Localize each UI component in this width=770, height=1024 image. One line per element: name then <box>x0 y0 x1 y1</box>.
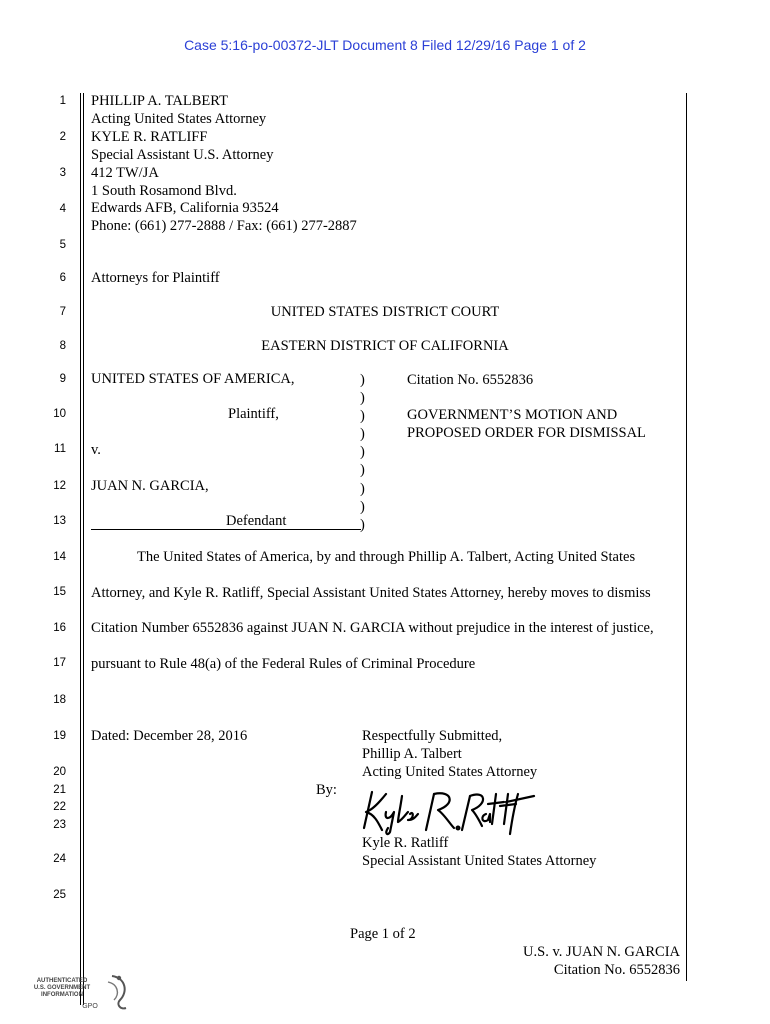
by-label: By: <box>316 782 337 798</box>
line-number: 1 <box>59 95 66 107</box>
caption-versus: v. <box>91 442 101 458</box>
line-number: 20 <box>53 766 66 778</box>
caption-plaintiff-role: Plaintiff, <box>228 406 279 422</box>
left-margin-rule-1 <box>80 93 81 1005</box>
respectfully-submitted: Respectfully Submitted, <box>362 728 503 744</box>
paren: ) <box>360 480 365 497</box>
attorney-line: 1 South Rosamond Blvd. <box>91 182 237 199</box>
paren: ) <box>360 498 365 515</box>
gpo-line: INFORMATION <box>41 992 83 998</box>
gpo-line: AUTHENTICATED <box>36 978 88 984</box>
paren: ) <box>360 462 365 479</box>
line-number: 18 <box>53 694 66 706</box>
footer-citation: Citation No. 6552836 <box>553 961 680 978</box>
motion-title-line: GOVERNMENT’S MOTION AND <box>407 407 618 423</box>
line-number: 14 <box>53 551 66 563</box>
citation-number: Citation No. 6552836 <box>407 372 534 388</box>
attorney-line: KYLE R. RATLIFF <box>91 128 208 145</box>
line-number: 9 <box>59 373 66 385</box>
handwritten-signature <box>358 784 538 836</box>
motion-title <box>407 406 646 442</box>
caption-underline <box>91 529 361 530</box>
line-number: 10 <box>53 408 66 420</box>
body-line: The United States of America, by and through Phillip A. Talbert, Acting United States <box>137 549 636 565</box>
paren: ) <box>360 426 365 443</box>
line-number: 4 <box>59 203 66 215</box>
dated: Dated: December 28, 2016 <box>91 728 248 744</box>
footer-case-name: U.S. v. JUAN N. GARCIA <box>523 944 680 960</box>
attorneys-for: Attorneys for Plaintiff <box>91 270 220 286</box>
caption-defendant-role: Defendant <box>226 513 287 529</box>
attorney-line: Edwards AFB, California 93524 <box>91 200 279 217</box>
page-number: Page 1 of 2 <box>350 926 416 942</box>
paren: ) <box>360 516 365 533</box>
line-number: 24 <box>53 853 66 865</box>
line-number: 12 <box>53 480 66 492</box>
caption-parens <box>360 371 365 534</box>
line-number: 23 <box>53 819 66 831</box>
line-number: 21 <box>53 784 66 796</box>
attorney-block <box>91 93 357 236</box>
attorney-line: Phone: (661) 277-2888 / Fax: (661) 277-2887 <box>91 218 357 235</box>
line-number: 6 <box>59 272 66 284</box>
line-number: 2 <box>59 131 66 143</box>
motion-title-line: PROPOSED ORDER FOR DISMISSAL <box>407 425 646 441</box>
line-number: 13 <box>53 515 66 527</box>
attorney-line: Acting United States Attorney <box>91 110 267 127</box>
submitter-title: Acting United States Attorney <box>362 763 538 780</box>
attorney-line: 412 TW/JA <box>91 164 159 181</box>
line-number: 16 <box>53 622 66 634</box>
attorney-line: Special Assistant U.S. Attorney <box>91 146 274 163</box>
line-number: 11 <box>54 443 66 455</box>
signer-title: Special Assistant United States Attorney <box>362 852 597 869</box>
paren: ) <box>360 444 365 461</box>
line-number: 15 <box>53 586 66 598</box>
submitter-name: Phillip A. Talbert <box>362 745 462 762</box>
paren: ) <box>360 390 365 407</box>
submitted-block <box>362 728 537 782</box>
signer-name: Kyle R. Ratliff <box>362 835 449 851</box>
court-name: UNITED STATES DISTRICT COURT <box>270 304 500 320</box>
court-district: EASTERN DISTRICT OF CALIFORNIA <box>261 338 509 354</box>
right-margin-rule <box>686 93 687 981</box>
line-number: 3 <box>59 167 66 179</box>
paren: ) <box>360 372 365 388</box>
body-line: Citation Number 6552836 against JUAN N. GARCIA without prejudice in the interest of justice, <box>91 620 654 636</box>
case-header: Case 5:16-po-00372-JLT Document 8 Filed 12/29/16 Page 1 of 2 <box>184 37 586 53</box>
gpo-line: U.S. GOVERNMENT <box>33 985 91 991</box>
line-number: 5 <box>59 239 66 251</box>
attorney-line: PHILLIP A. TALBERT <box>91 93 228 109</box>
line-number: 25 <box>53 889 66 901</box>
footer-case <box>460 944 680 979</box>
gpo-line: GPO <box>82 1003 98 1010</box>
gpo-authenticated-logo <box>28 972 133 1016</box>
left-margin-rule-2 <box>83 93 84 1005</box>
signer-block <box>362 835 596 871</box>
line-number: 22 <box>53 801 66 813</box>
line-number: 19 <box>53 730 66 742</box>
caption-defendant: JUAN N. GARCIA, <box>91 478 209 494</box>
body-line: pursuant to Rule 48(a) of the Federal Rules of Criminal Procedure <box>91 656 476 672</box>
line-number: 17 <box>53 657 66 669</box>
line-number: 8 <box>59 340 66 352</box>
line-number: 7 <box>59 306 66 318</box>
paren: ) <box>360 408 365 425</box>
caption-plaintiff: UNITED STATES OF AMERICA, <box>91 371 295 387</box>
body-line: Attorney, and Kyle R. Ratliff, Special Assistant United States Attorney, hereby moves to dismiss <box>91 585 651 601</box>
